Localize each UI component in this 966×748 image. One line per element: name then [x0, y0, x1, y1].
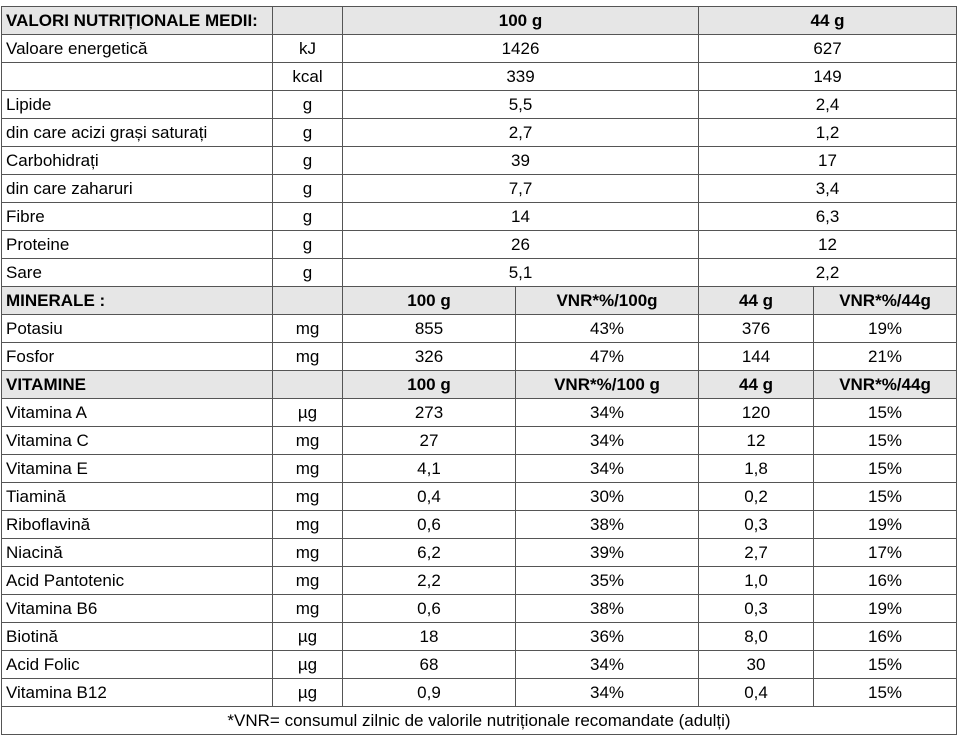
vnr-44g: 15% — [814, 399, 957, 427]
nutrient-unit: mg — [273, 315, 343, 343]
vnr-100g: 47% — [516, 343, 699, 371]
nutrient-name: Sare — [2, 259, 273, 287]
nutrient-unit: g — [273, 231, 343, 259]
vnr-100g: 38% — [516, 595, 699, 623]
nutrient-unit: mg — [273, 483, 343, 511]
nutrient-unit: g — [273, 119, 343, 147]
vnr-44g: 21% — [814, 343, 957, 371]
nutrient-name: Proteine — [2, 231, 273, 259]
value-100g: 0,4 — [343, 483, 516, 511]
col-100g-header: 100 g — [343, 7, 699, 35]
value-44g: 30 — [699, 651, 814, 679]
vnr-44g: 16% — [814, 623, 957, 651]
nutrient-name: Fibre — [2, 203, 273, 231]
nutrient-name: Acid Folic — [2, 651, 273, 679]
vnr-44g: 15% — [814, 483, 957, 511]
unit-header-cell — [273, 7, 343, 35]
vitamin-row — [2, 539, 957, 567]
value-44g: 0,4 — [699, 679, 814, 707]
vnr-44g: 19% — [814, 595, 957, 623]
value-100g: 0,6 — [343, 511, 516, 539]
vitamins-header-row — [2, 371, 957, 399]
vnr-44g: 15% — [814, 427, 957, 455]
nutrient-name: Vitamina B6 — [2, 595, 273, 623]
mineral-row — [2, 315, 957, 343]
nutrient-name: Carbohidrați — [2, 147, 273, 175]
value-44g: 12 — [699, 427, 814, 455]
nutrient-unit: mg — [273, 427, 343, 455]
nutrient-row — [2, 147, 957, 175]
nutrient-unit: kcal — [273, 63, 343, 91]
value-100g: 5,1 — [343, 259, 699, 287]
value-44g: 144 — [699, 343, 814, 371]
nutrient-name — [2, 63, 273, 91]
value-100g: 39 — [343, 147, 699, 175]
footnote: *VNR= consumul zilnic de valorile nutriționale recomandate (adulți) — [2, 707, 957, 735]
header-row — [2, 7, 957, 35]
vitamin-row — [2, 623, 957, 651]
value-44g: 376 — [699, 315, 814, 343]
vitamin-row — [2, 595, 957, 623]
nutrient-unit: µg — [273, 679, 343, 707]
value-100g: 0,9 — [343, 679, 516, 707]
col-100g-header: 100 g — [343, 371, 516, 399]
nutrient-name: Fosfor — [2, 343, 273, 371]
nutrient-name: Tiamină — [2, 483, 273, 511]
nutrient-unit: g — [273, 259, 343, 287]
value-44g: 1,8 — [699, 455, 814, 483]
vitamin-row — [2, 427, 957, 455]
vnr-44g: 15% — [814, 455, 957, 483]
nutrient-unit: µg — [273, 399, 343, 427]
nutrient-row — [2, 35, 957, 63]
vitamin-row — [2, 399, 957, 427]
nutrient-name: Vitamina B12 — [2, 679, 273, 707]
vnr-44g: 15% — [814, 651, 957, 679]
nutrient-unit: kJ — [273, 35, 343, 63]
value-100g: 855 — [343, 315, 516, 343]
footnote-row — [2, 707, 957, 735]
vnr-100g: 34% — [516, 679, 699, 707]
nutrient-name: Biotină — [2, 623, 273, 651]
value-44g: 2,4 — [699, 91, 957, 119]
value-44g: 0,3 — [699, 511, 814, 539]
vnr-100g: 34% — [516, 399, 699, 427]
nutrient-name: din care zaharuri — [2, 175, 273, 203]
vitamin-row — [2, 679, 957, 707]
value-44g: 627 — [699, 35, 957, 63]
nutrient-unit: mg — [273, 595, 343, 623]
nutrient-unit: µg — [273, 623, 343, 651]
nutrient-name: Niacină — [2, 539, 273, 567]
nutrient-name: Vitamina C — [2, 427, 273, 455]
value-44g: 149 — [699, 63, 957, 91]
nutrient-unit: g — [273, 203, 343, 231]
value-44g: 3,4 — [699, 175, 957, 203]
vitamin-row — [2, 511, 957, 539]
nutrient-unit: mg — [273, 539, 343, 567]
vnr-100g: 34% — [516, 427, 699, 455]
vitamin-row — [2, 483, 957, 511]
nutrient-unit: mg — [273, 343, 343, 371]
nutrient-unit: µg — [273, 651, 343, 679]
nutrient-row — [2, 203, 957, 231]
value-100g: 2,7 — [343, 119, 699, 147]
value-100g: 0,6 — [343, 595, 516, 623]
nutrient-name: Valoare energetică — [2, 35, 273, 63]
value-44g: 0,3 — [699, 595, 814, 623]
nutrient-row — [2, 259, 957, 287]
value-100g: 27 — [343, 427, 516, 455]
value-44g: 1,2 — [699, 119, 957, 147]
mineral-row — [2, 343, 957, 371]
nutrient-name: Vitamina A — [2, 399, 273, 427]
vnr-100g: 36% — [516, 623, 699, 651]
vnr-100g: 43% — [516, 315, 699, 343]
nutrient-row — [2, 63, 957, 91]
vnr-100g: 35% — [516, 567, 699, 595]
nutrient-unit: mg — [273, 511, 343, 539]
vnr-100g: 30% — [516, 483, 699, 511]
value-100g: 273 — [343, 399, 516, 427]
value-44g: 8,0 — [699, 623, 814, 651]
value-100g: 7,7 — [343, 175, 699, 203]
value-44g: 1,0 — [699, 567, 814, 595]
value-44g: 0,2 — [699, 483, 814, 511]
col-vnr-100g-header: VNR*%/100 g — [516, 371, 699, 399]
unit-header-cell — [273, 371, 343, 399]
vnr-44g: 15% — [814, 679, 957, 707]
value-44g: 17 — [699, 147, 957, 175]
nutrient-unit: mg — [273, 455, 343, 483]
nutrient-unit: mg — [273, 567, 343, 595]
nutrient-unit: g — [273, 147, 343, 175]
value-100g: 14 — [343, 203, 699, 231]
nutrient-name: Acid Pantotenic — [2, 567, 273, 595]
value-100g: 68 — [343, 651, 516, 679]
value-100g: 5,5 — [343, 91, 699, 119]
value-44g: 2,7 — [699, 539, 814, 567]
value-100g: 2,2 — [343, 567, 516, 595]
value-100g: 1426 — [343, 35, 699, 63]
value-44g: 120 — [699, 399, 814, 427]
value-100g: 326 — [343, 343, 516, 371]
col-vnr-44g-header: VNR*%/44g — [814, 287, 957, 315]
col-vnr-100g-header: VNR*%/100g — [516, 287, 699, 315]
vitamin-row — [2, 567, 957, 595]
col-100g-header: 100 g — [343, 287, 516, 315]
vnr-100g: 34% — [516, 651, 699, 679]
vnr-44g: 19% — [814, 315, 957, 343]
col-44g-header: 44 g — [699, 371, 814, 399]
section-title: VITAMINE — [2, 371, 273, 399]
value-44g: 2,2 — [699, 259, 957, 287]
section-title: MINERALE : — [2, 287, 273, 315]
nutrient-row — [2, 91, 957, 119]
value-100g: 339 — [343, 63, 699, 91]
vnr-44g: 16% — [814, 567, 957, 595]
nutrition-table — [1, 6, 957, 735]
value-100g: 6,2 — [343, 539, 516, 567]
minerals-header-row — [2, 287, 957, 315]
value-100g: 4,1 — [343, 455, 516, 483]
nutrient-row — [2, 119, 957, 147]
nutrient-name: Lipide — [2, 91, 273, 119]
nutrient-unit: g — [273, 91, 343, 119]
nutrient-name: Potasiu — [2, 315, 273, 343]
nutrient-row — [2, 175, 957, 203]
vitamin-row — [2, 651, 957, 679]
vnr-100g: 38% — [516, 511, 699, 539]
vnr-100g: 39% — [516, 539, 699, 567]
vnr-44g: 19% — [814, 511, 957, 539]
table-title: VALORI NUTRIȚIONALE MEDII: — [2, 7, 273, 35]
value-44g: 12 — [699, 231, 957, 259]
value-44g: 6,3 — [699, 203, 957, 231]
unit-header-cell — [273, 287, 343, 315]
vnr-100g: 34% — [516, 455, 699, 483]
value-100g: 18 — [343, 623, 516, 651]
nutrient-name: Riboflavină — [2, 511, 273, 539]
vnr-44g: 17% — [814, 539, 957, 567]
nutrient-name: din care acizi grași saturați — [2, 119, 273, 147]
col-vnr-44g-header: VNR*%/44g — [814, 371, 957, 399]
col-44g-header: 44 g — [699, 287, 814, 315]
col-44g-header: 44 g — [699, 7, 957, 35]
nutrient-unit: g — [273, 175, 343, 203]
nutrient-row — [2, 231, 957, 259]
value-100g: 26 — [343, 231, 699, 259]
nutrient-name: Vitamina E — [2, 455, 273, 483]
vitamin-row — [2, 455, 957, 483]
